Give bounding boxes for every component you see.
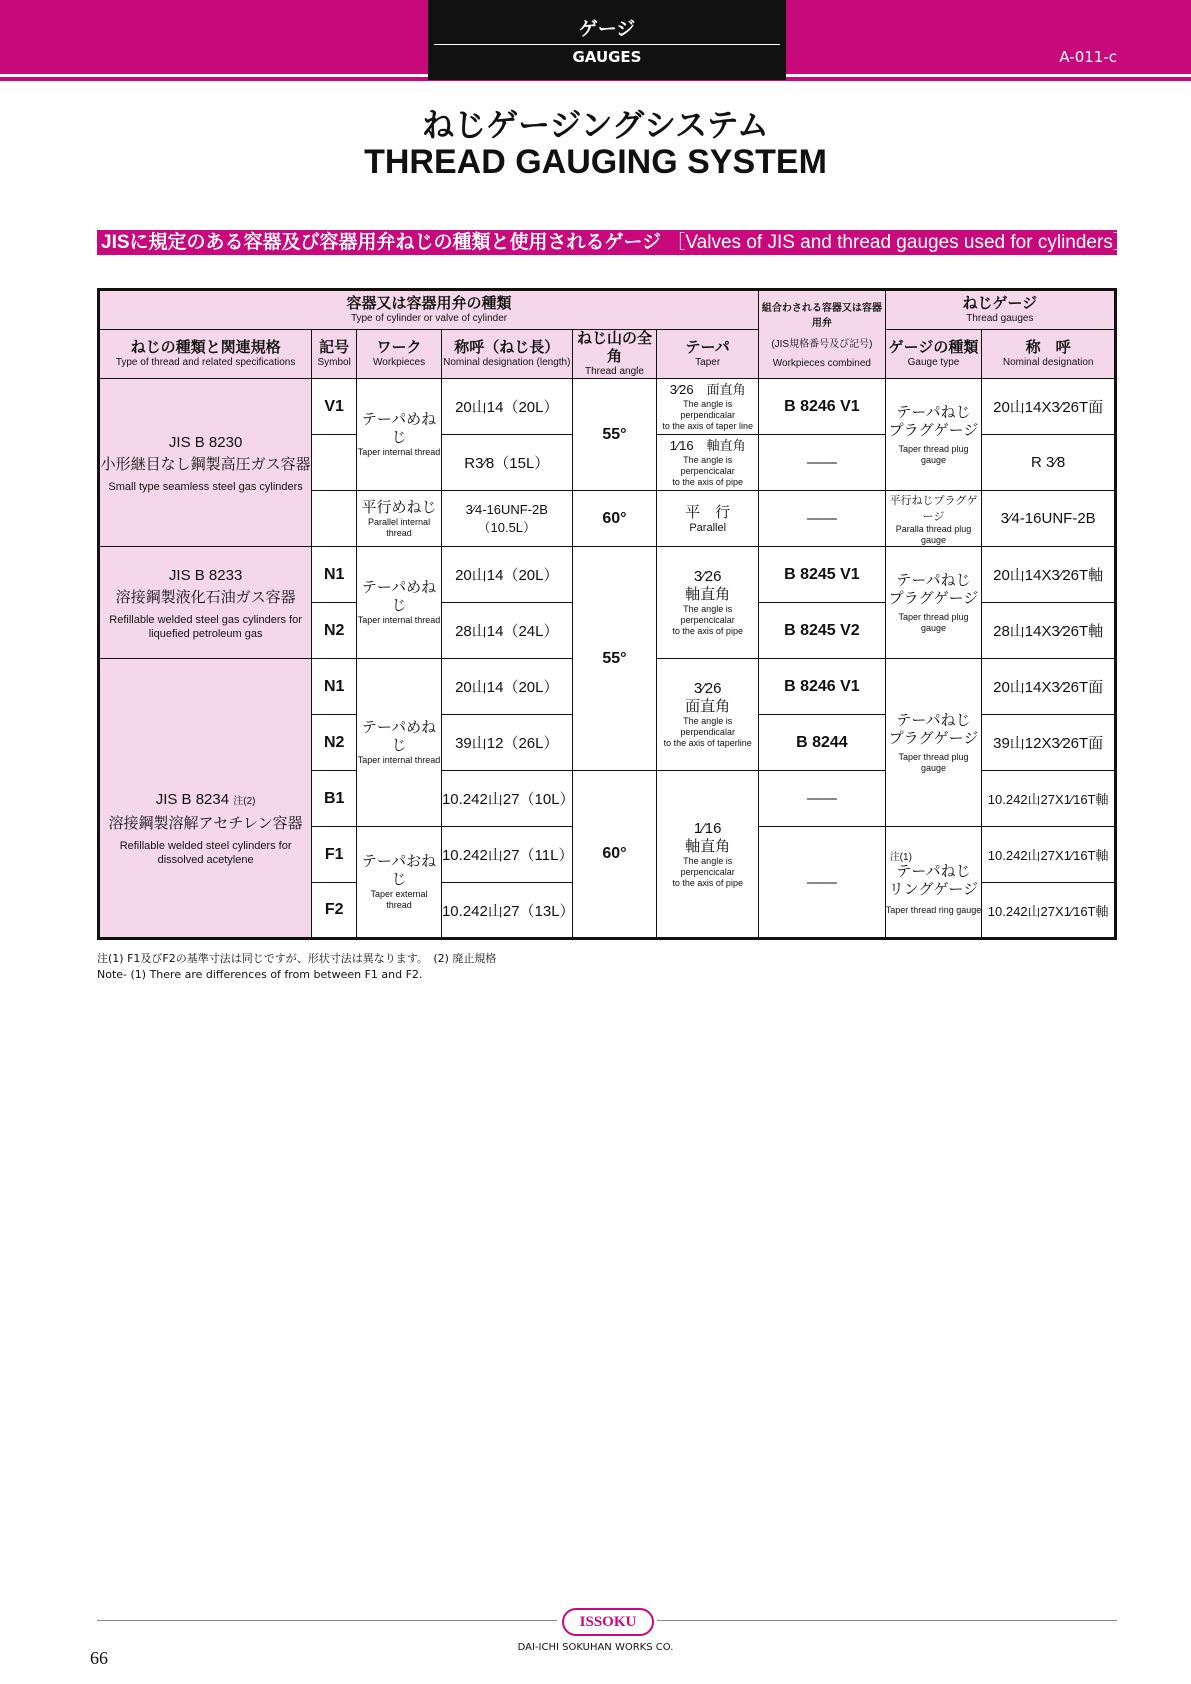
- gauge-nominal-cell: 39山12X3⁄26T面: [982, 715, 1116, 771]
- group-jis-b8234: JIS B 8234 注(2) 溶接鋼製溶解アセチレン容器 Refillable welded steel cylinders for dissolved acetylene: [99, 659, 312, 939]
- section-heading-en: ［Valves of JIS and thread gauges used for cylinders］: [666, 232, 1132, 253]
- symbol-cell: N1: [312, 659, 357, 715]
- symbol-cell: N1: [312, 547, 357, 603]
- gauge-nominal-cell: 20山14X3⁄26T面: [982, 379, 1116, 435]
- taper-cell: 3⁄26 軸直角 The angle is perpencicalar to the axis of pipe: [657, 547, 759, 659]
- section-heading: [97, 230, 1132, 255]
- nominal-cell: R3⁄8（15L）: [441, 435, 572, 491]
- gauge-nominal-cell: 28山14X3⁄26T軸: [982, 603, 1116, 659]
- taper-cell: 1⁄16 軸直角 The angle is perpencicalar to the axis of pipe: [657, 771, 759, 939]
- combined-cell: ——: [759, 491, 886, 547]
- work-cell: テーパめねじ Taper internal thread: [357, 379, 442, 491]
- header-combined: 組合わされる容器又は容器用弁 (JIS規格番号及び記号) Workpieces combined: [759, 290, 886, 379]
- angle-cell: 60°: [572, 771, 657, 939]
- symbol-cell: N2: [312, 715, 357, 771]
- nominal-cell: 20山14（20L）: [441, 379, 572, 435]
- combined-cell: ——: [759, 435, 886, 491]
- combined-cell: B 8244: [759, 715, 886, 771]
- note-en: Note- (1) There are differences of from between F1 and F2.: [97, 968, 423, 981]
- page-number: 66: [90, 1648, 108, 1668]
- page-title-ja: ねじゲージングシステム: [422, 106, 769, 144]
- symbol-cell: B1: [312, 771, 357, 827]
- footer-rule-left: [97, 1620, 557, 1621]
- footer-rule-right: [657, 1620, 1117, 1621]
- nominal-cell: 10.242山27（11L）: [441, 827, 572, 883]
- angle-cell: 55°: [572, 379, 657, 491]
- nominal-cell: 28山14（24L）: [441, 603, 572, 659]
- nominal-cell: 39山12（26L）: [441, 715, 572, 771]
- work-cell: テーパめねじ Taper internal thread: [357, 547, 442, 659]
- section-heading-ja: JISに規定のある容器及び容器用弁ねじの種類と使用されるゲージ: [101, 232, 662, 253]
- symbol-cell: V1: [312, 379, 357, 435]
- header-thread-angle: ねじ山の全角 Thread angle: [572, 330, 657, 379]
- nominal-cell: 3⁄4-16UNF-2B（10.5L）: [441, 491, 572, 547]
- category-en: GAUGES: [572, 48, 642, 66]
- nominal-cell: 20山14（20L）: [441, 659, 572, 715]
- gauge-nominal-cell: 10.242山27X1⁄16T軸: [982, 883, 1116, 939]
- header-thread-type: ねじの種類と関連規格 Type of thread and related specifications: [99, 330, 312, 379]
- group-jis-b8230: JIS B 8230 小形継目なし鋼製高圧ガス容器 Small type seamless steel gas cylinders: [99, 379, 312, 547]
- taper-cell: 平 行 Parallel: [657, 491, 759, 547]
- symbol-cell: F2: [312, 883, 357, 939]
- gauge-type-cell: 平行ねじプラグゲージ Paralla thread plug gauge: [885, 491, 982, 547]
- company-name: DAI-ICHI SOKUHAN WORKS CO.: [517, 1642, 674, 1653]
- symbol-cell: N2: [312, 603, 357, 659]
- table-row: [99, 547, 1116, 603]
- combined-cell: ——: [759, 771, 886, 827]
- gauge-type-cell: テーパねじ プラグゲージ Taper thread plug gauge: [885, 659, 982, 827]
- gauge-type-cell: テーパねじ プラグゲージ Taper thread plug gauge: [885, 379, 982, 491]
- taper-cell: 3⁄26 面直角 The angle is perpendicalar to the axis of taper line: [657, 379, 759, 435]
- header-symbol: 記号 Symbol: [312, 330, 357, 379]
- combined-cell: B 8245 V1: [759, 547, 886, 603]
- header-cylinder-type: 容器又は容器用弁の種類 Type of cylinder or valve of cylinder: [99, 290, 759, 330]
- header-taper: テーパ Taper: [657, 330, 759, 379]
- note-ja: 注(1) F1及びF2の基準寸法は同じですが、形状寸法は異なります。 (2) 廃止規格: [97, 952, 497, 965]
- taper-cell: 3⁄26 面直角 The angle is perpendicalar to the axis of taperline: [657, 659, 759, 771]
- gauge-nominal-cell: 10.242山27X1⁄16T軸: [982, 827, 1116, 883]
- nominal-cell: 10.242山27（13L）: [441, 883, 572, 939]
- combined-cell: ——: [759, 827, 886, 939]
- header-gauge-nominal: 称 呼 Nominal designation: [982, 330, 1116, 379]
- nominal-cell: 10.242山27（10L）: [441, 771, 572, 827]
- combined-cell: B 8245 V2: [759, 603, 886, 659]
- angle-cell: 60°: [572, 491, 657, 547]
- symbol-cell: F1: [312, 827, 357, 883]
- company-logo: ISSOKU: [562, 1608, 654, 1636]
- header-thread-gauges: ねじゲージ Thread gauges: [885, 290, 1115, 330]
- taper-cell: 1⁄16 軸直角 The angle is perpencicalar to the axis of pipe: [657, 435, 759, 491]
- header-gauge-type: ゲージの種類 Gauge type: [885, 330, 982, 379]
- work-cell: テーパおねじ Taper external thread: [357, 827, 442, 939]
- page-code: A-011-c: [1059, 48, 1117, 66]
- work-cell: テーパめねじ Taper internal thread: [357, 659, 442, 827]
- angle-cell: 55°: [572, 547, 657, 771]
- combined-cell: B 8246 V1: [759, 379, 886, 435]
- gauge-nominal-cell: 20山14X3⁄26T軸: [982, 547, 1116, 603]
- symbol-cell: [312, 491, 357, 547]
- gauge-type-cell: 注(1) テーパねじ リングゲージ Taper thread ring gauge: [885, 827, 982, 939]
- header-nominal: 称呼（ねじ長） Nominal designation (length): [441, 330, 572, 379]
- gauge-nominal-cell: R 3⁄8: [982, 435, 1116, 491]
- table-row: [99, 379, 1116, 435]
- gauge-type-cell: テーパねじ プラグゲージ Taper thread plug gauge: [885, 547, 982, 659]
- group-jis-b8233: JIS B 8233 溶接鋼製液化石油ガス容器 Refillable welded steel gas cylinders for liquefied petroleum gas: [99, 547, 312, 659]
- gauge-nominal-cell: 20山14X3⁄26T面: [982, 659, 1116, 715]
- page-title-en: THREAD GAUGING SYSTEM: [364, 143, 827, 181]
- thread-gauge-table: [97, 288, 1117, 940]
- gauge-nominal-cell: 10.242山27X1⁄16T軸: [982, 771, 1116, 827]
- nominal-cell: 20山14（20L）: [441, 547, 572, 603]
- category-rule: [434, 44, 780, 45]
- work-cell: 平行めねじ Parallel internal thread: [357, 491, 442, 547]
- category-ja: ゲージ: [578, 18, 636, 40]
- gauge-nominal-cell: 3⁄4-16UNF-2B: [982, 491, 1116, 547]
- symbol-cell: [312, 435, 357, 491]
- combined-cell: B 8246 V1: [759, 659, 886, 715]
- header-workpieces: ワーク Workpieces: [357, 330, 442, 379]
